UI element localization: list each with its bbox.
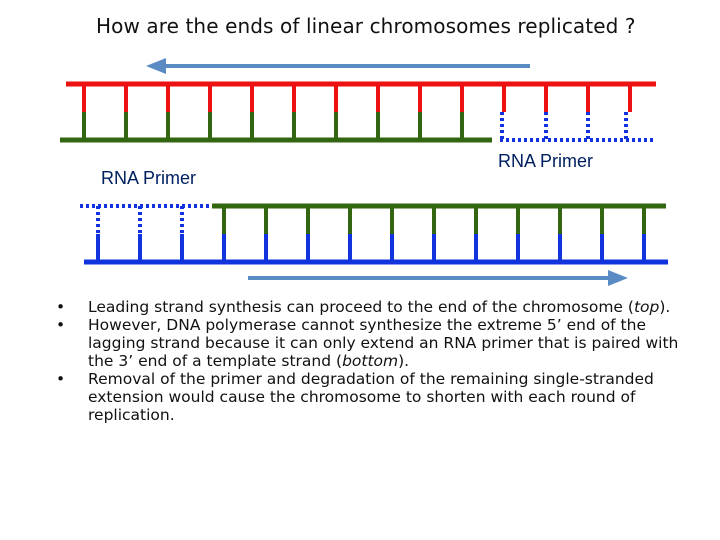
bullet-text-3: Removal of the primer and degradation of the remaining single-stranded extension would cause the chromosome to shorten with each round of replication.	[88, 370, 654, 424]
rna-primer-label-right: RNA Primer	[498, 151, 594, 171]
top-green-rungs	[84, 112, 462, 140]
bullet-dot: •	[56, 298, 66, 316]
top-red-rungs	[84, 84, 630, 112]
slide-title: How are the ends of linear chromosomes replicated ?	[96, 14, 636, 38]
bullet-text-1b: top	[633, 298, 660, 316]
bullet-text-2a: However, DNA polymerase cannot synthesize the extreme 5’ end of the lagging strand because it can only extend an RNA primer that is paired with the 3’ end of a template strand (	[88, 316, 679, 370]
bottom-dotted-primer	[80, 206, 210, 234]
bullet-text-2b: bottom	[342, 352, 399, 370]
rna-primer-label-left: RNA Primer	[101, 168, 197, 188]
bullet-list	[56, 298, 706, 424]
bullet-text-1c: ).	[659, 298, 671, 316]
top-dotted-primer	[500, 112, 656, 140]
bullet-text-1a: Leading strand synthesis can proceed to the end of the chromosome (	[88, 298, 634, 316]
bullet-dot: •	[56, 316, 66, 334]
bullet-item	[56, 370, 706, 424]
bullet-item	[56, 316, 706, 370]
bottom-blue-rungs	[98, 234, 644, 262]
bullet-item	[56, 298, 706, 316]
bullet-dot: •	[56, 370, 66, 388]
bottom-arrow	[248, 270, 628, 286]
bottom-green-rungs	[224, 206, 644, 234]
bullet-text-2c: ).	[398, 352, 410, 370]
top-arrow	[146, 58, 530, 74]
